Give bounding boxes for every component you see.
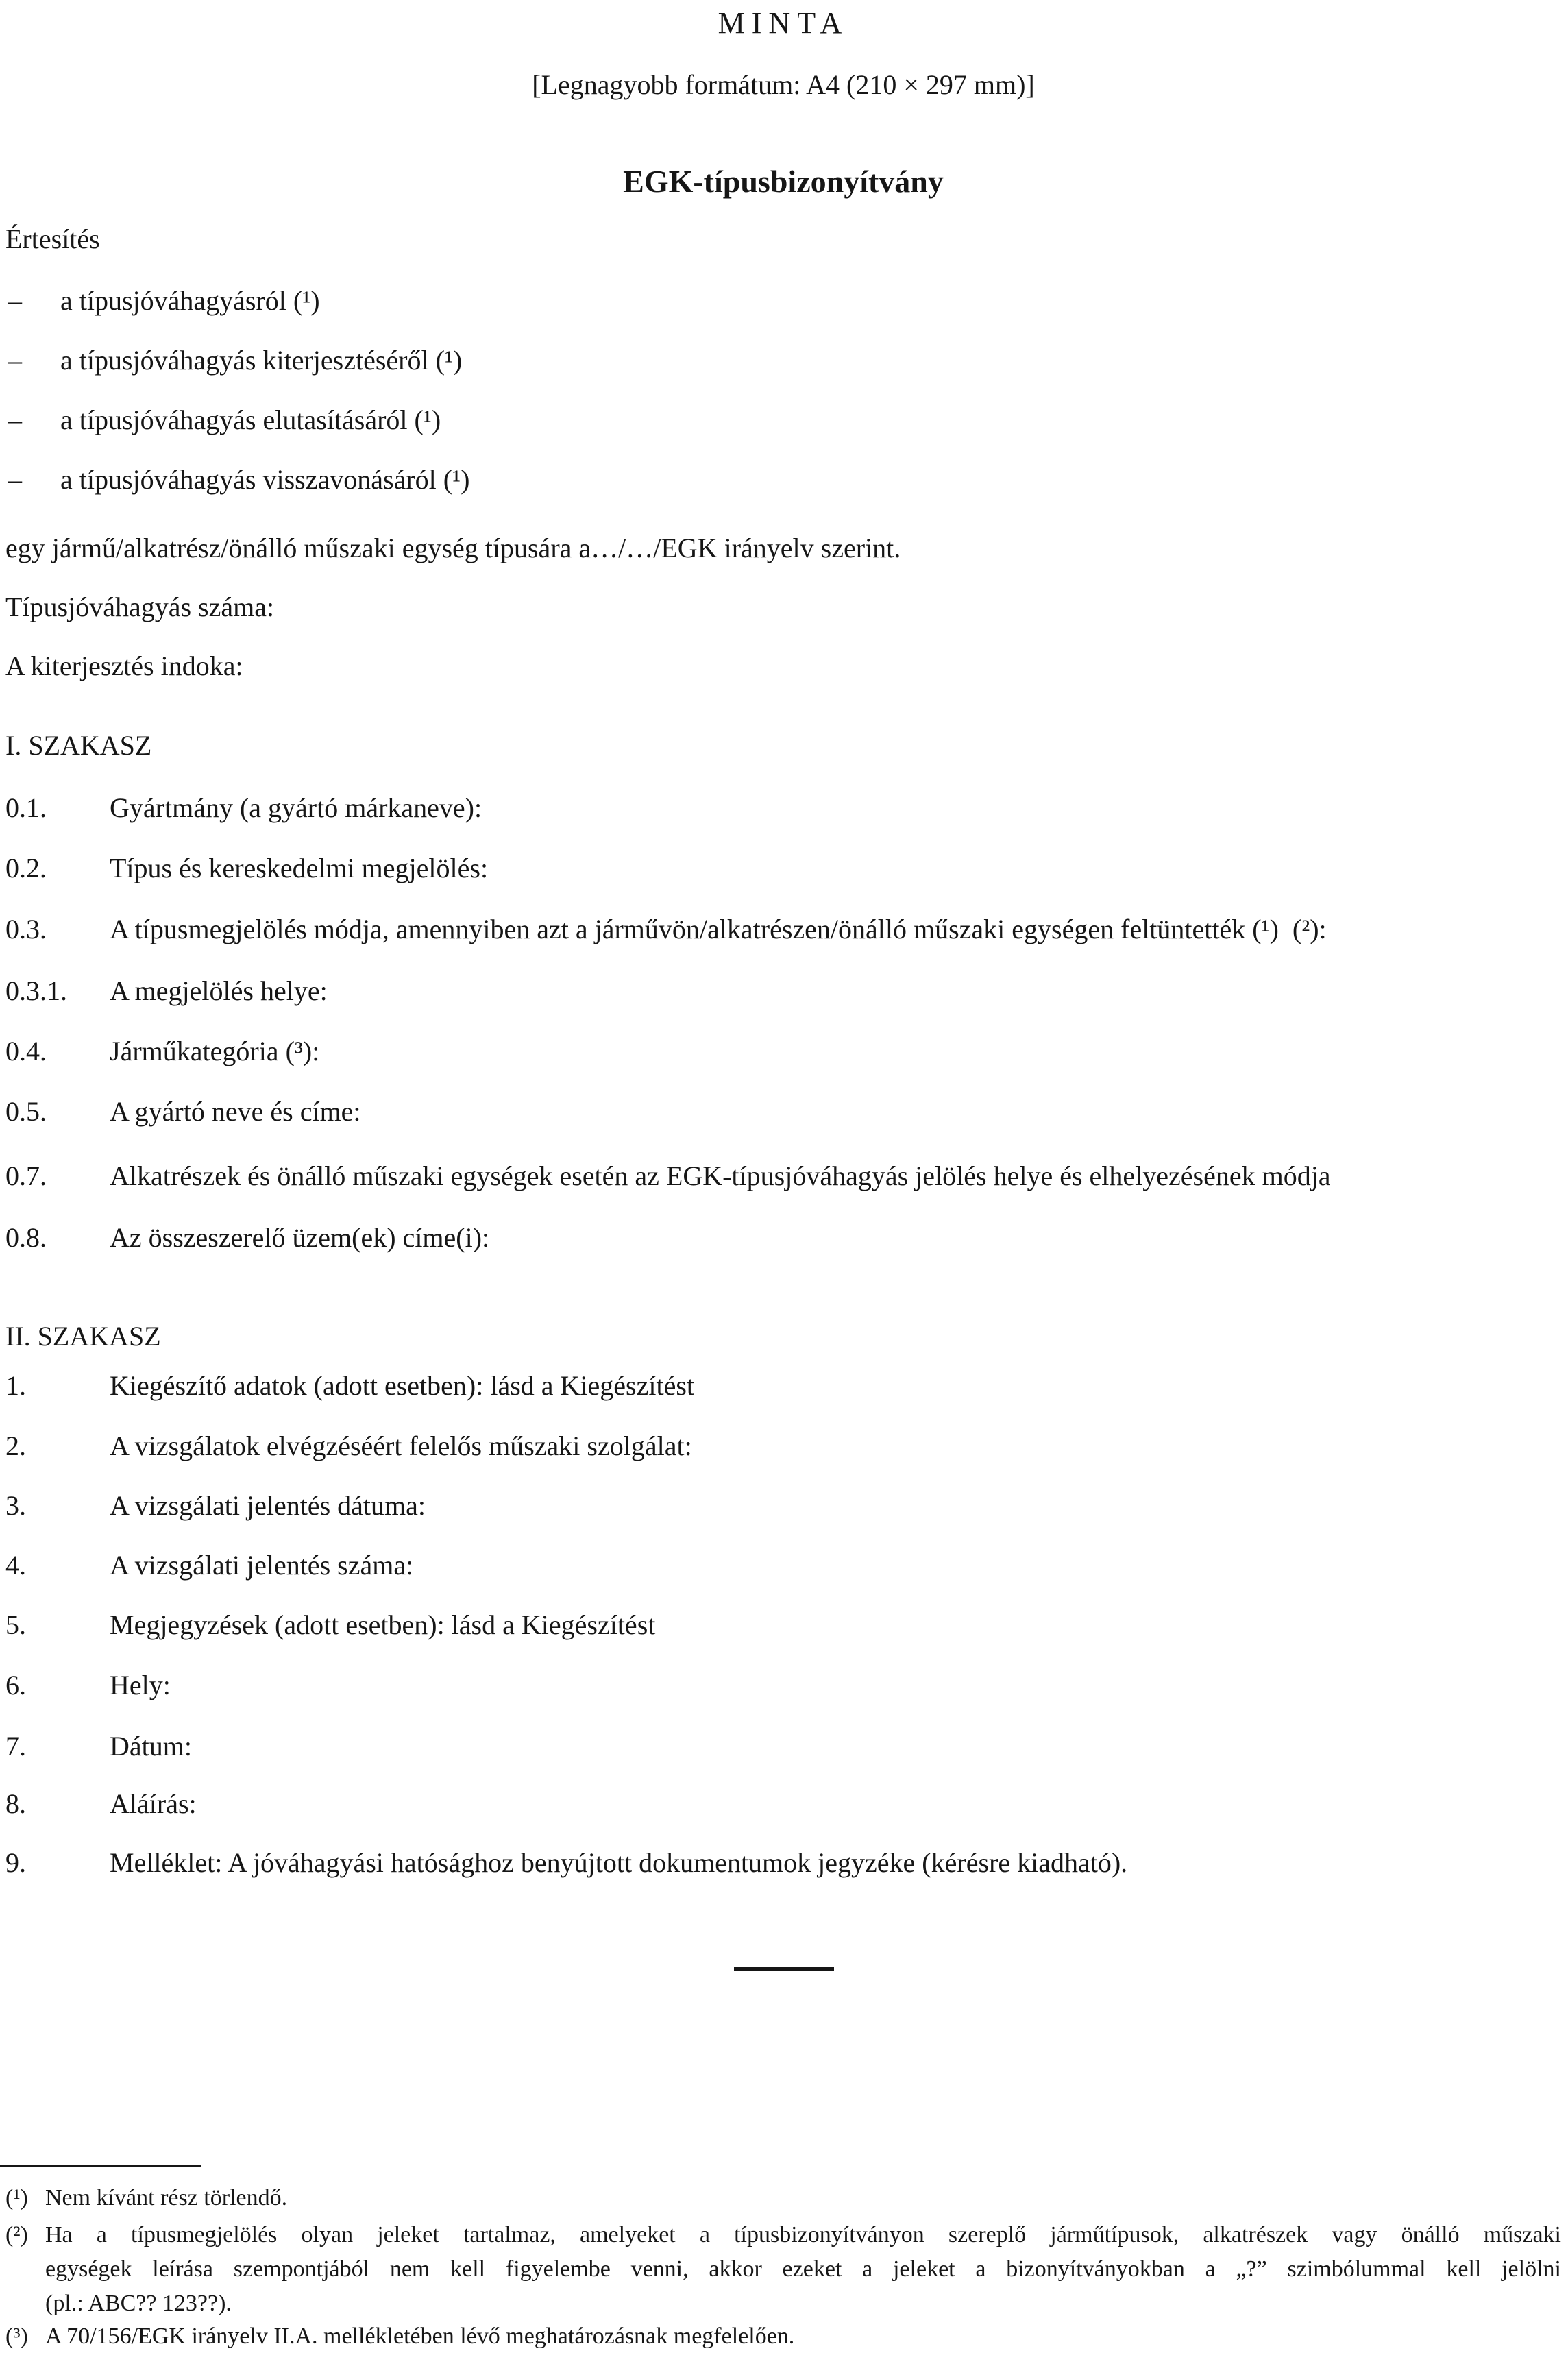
list-item [5,1788,1561,1820]
footnote-separator-rule [0,2165,201,2167]
footnote-text-line: (pl.: ABC?? 123??). [45,2291,232,2316]
page-title: EGK-típusbizonyítvány [623,164,944,199]
format-note: [Legnagyobb formátum: A4 (210 × 297 mm)] [532,69,1035,100]
item-number: 0.8. [5,1222,47,1253]
list-item [5,284,1561,317]
list-item-text: a típusjóváhagyás visszavonásáról (¹) [60,464,470,495]
item-number: 1. [5,1370,26,1401]
item-number: 0.1. [5,792,47,823]
list-item [5,1221,1561,1254]
subject-line: egy jármű/alkatrész/önálló műszaki egység típusára a…/…/EGK irányelv szerint. [5,533,901,563]
list-item [5,1095,1561,1127]
approval-number-label: Típusjóváhagyás száma: [5,592,275,622]
item-number: 5. [5,1609,26,1640]
item-text: Aláírás: [110,1788,197,1819]
footnote-text: A 70/156/EGK irányelv II.A. mellékletében lévő meghatározásnak megfelelően. [45,2324,795,2349]
list-item [5,913,1561,945]
dash-bullet: – [8,464,22,495]
section-heading: I. SZAKASZ [5,730,152,761]
extension-reason-label: A kiterjesztés indoka: [5,650,243,681]
list-item [5,1489,1561,1522]
list-item [5,1430,1561,1462]
item-text: Az összeszerelő üzem(ek) címe(i): [110,1222,490,1253]
document-kind-label: MINTA [718,6,849,40]
item-text: Alkatrészek és önálló műszaki egységek esetén az EGK-típusjóváhagyás jelölés helye és elhelyezésének módja [110,1160,1331,1191]
item-text: A megjelölés helye: [110,975,328,1006]
item-number: 9. [5,1847,26,1878]
item-number: 8. [5,1788,26,1819]
footnote-marker: (³) [5,2324,28,2349]
footnote [5,2218,1561,2321]
footnote [5,2181,1561,2215]
item-text: Dátum: [110,1731,192,1761]
item-text: A típusmegjelölés módja, amennyiben azt a járművön/alkatrészen/önálló műszaki egységen feltüntették (¹) (²): [110,914,1327,944]
dash-bullet: – [8,404,22,435]
item-number: 6. [5,1670,26,1700]
item-text: Melléklet: A jóváhagyási hatósághoz benyújtott dokumentumok jegyzéke (kérésre kiadható). [110,1847,1128,1878]
item-text: A gyártó neve és címe: [110,1096,361,1127]
footnote-text: Nem kívánt rész törlendő. [45,2185,288,2210]
dash-bullet: – [8,285,22,316]
item-text: Megjegyzések (adott esetben): lásd a Kiegészítést [110,1609,656,1640]
list-item [5,1846,1561,1879]
footnote [5,2319,1561,2353]
footnote-marker: (¹) [5,2185,28,2210]
list-item-text: a típusjóváhagyásról (¹) [60,285,320,316]
list-item-text: a típusjóváhagyás elutasításáról (¹) [60,404,441,435]
section-divider-rule [734,1967,834,1971]
list-item [5,1730,1561,1762]
item-number: 0.5. [5,1096,47,1127]
item-text: Járműkategória (³): [110,1036,320,1066]
list-item [5,344,1561,376]
item-text: A vizsgálati jelentés dátuma: [110,1490,426,1521]
footnote-marker: (²) [5,2222,28,2247]
list-item [5,1669,1561,1701]
item-number: 3. [5,1490,26,1521]
section-heading: II. SZAKASZ [5,1321,161,1352]
item-text: A vizsgálati jelentés száma: [110,1550,414,1581]
list-item [5,1035,1561,1067]
item-text: Kiegészítő adatok (adott esetben): lásd a Kiegészítést [110,1370,695,1401]
item-text: Típus és kereskedelmi megjelölés: [110,853,489,883]
item-number: 0.4. [5,1036,47,1066]
item-number: 0.3.1. [5,975,67,1006]
list-item [5,975,1561,1007]
list-item [5,1369,1561,1402]
item-text: A vizsgálatok elvégzéséért felelős műszaki szolgálat: [110,1430,692,1461]
list-item [5,1160,1561,1192]
dash-bullet: – [8,345,22,376]
notice-heading: Értesítés [5,223,100,254]
list-item [5,852,1561,884]
item-number: 0.3. [5,914,47,944]
list-item-text: a típusjóváhagyás kiterjesztéséről (¹) [60,345,463,376]
item-number: 2. [5,1430,26,1461]
list-item [5,1609,1561,1641]
footnote-text-line: egységek leírása szempontjából nem kell figyelembe venni, akkor ezeket a jeleket a bizonyítványokban a „?” szimbólummal kell jelölni [45,2256,1561,2282]
item-number: 0.2. [5,853,47,883]
item-text: Gyártmány (a gyártó márkaneve): [110,792,482,823]
item-number: 0.7. [5,1160,47,1191]
list-item [5,404,1561,436]
footnote-text-line: Ha a típusmegjelölés olyan jeleket tartalmaz, amelyeket a típusbizonyítványon szereplő járműtípusok, alkatrészek vagy önálló műszaki [45,2222,1561,2247]
list-item [5,792,1561,824]
list-item [5,463,1561,496]
item-text: Hely: [110,1670,171,1700]
list-item [5,1549,1561,1581]
item-number: 4. [5,1550,26,1581]
item-number: 7. [5,1731,26,1761]
